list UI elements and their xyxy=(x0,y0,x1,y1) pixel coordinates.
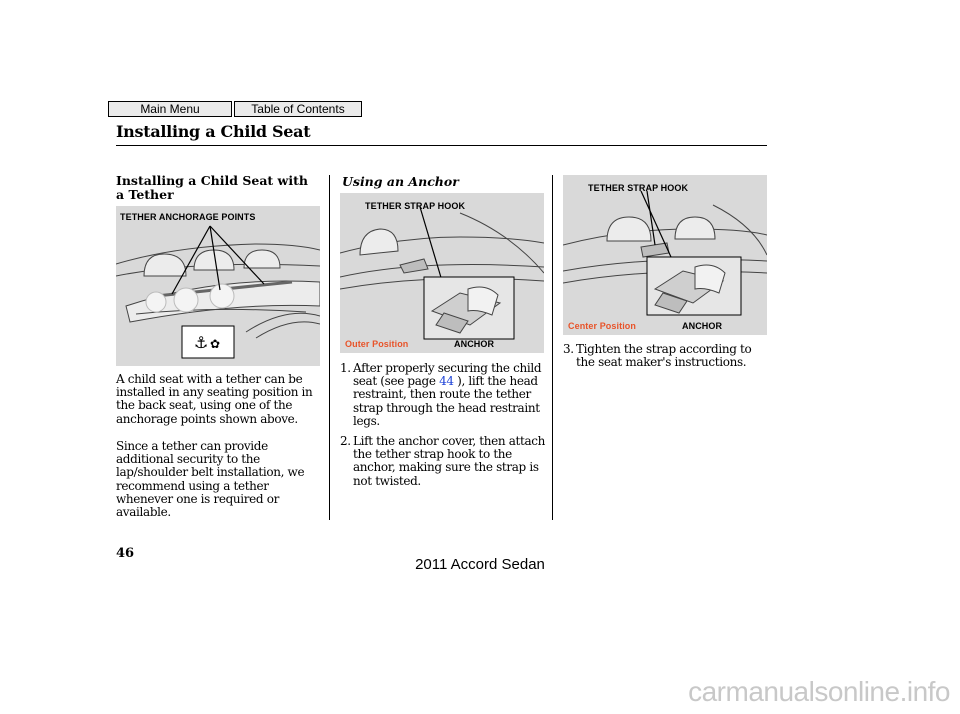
rear-seat-illustration xyxy=(116,206,320,366)
main-menu-button[interactable]: Main Menu xyxy=(108,101,232,117)
step-2-number: 2. xyxy=(340,434,351,448)
figure-label-tether-anchorage: TETHER ANCHORAGE POINTS xyxy=(120,212,256,222)
footer-site-watermark: carmanualsonline.info xyxy=(688,676,950,707)
title-divider xyxy=(116,145,767,146)
table-of-contents-button[interactable]: Table of Contents xyxy=(234,101,362,117)
figure-label-center-position: Center Position xyxy=(568,321,637,331)
paragraph-1: A child seat with a tether can be installed in any seating position in the back seat, using one of the anchorage points shown above. xyxy=(116,372,313,426)
using-anchor-heading: Using an Anchor xyxy=(342,174,459,189)
figure-label-outer-position: Outer Position xyxy=(345,339,409,349)
figure-label-tether-strap-hook-outer: TETHER STRAP HOOK xyxy=(365,201,466,211)
step-1-text-after: ), lift the head restraint, then route the tether strap through the head restraint legs. xyxy=(353,374,540,428)
page-44-link[interactable]: 44 xyxy=(439,374,454,389)
paragraph-2: Since a tether can provide additional security to the lap/shoulder belt installation, we recommend using a tether whenever one is required or available. xyxy=(116,439,305,520)
page-number: 46 xyxy=(116,546,135,561)
step-1 xyxy=(340,362,546,428)
step-1-number: 1. xyxy=(340,361,351,375)
step-3-number: 3. xyxy=(563,342,574,356)
step-3-text: Tighten the strap according to the seat maker's instructions. xyxy=(576,342,752,370)
figure-label-anchor-outer: ANCHOR xyxy=(454,339,495,349)
step-2-text: Lift the anchor cover, then attach the tether strap hook to the anchor, making sure the strap is not twisted. xyxy=(353,434,546,488)
model-watermark: 2011 Accord Sedan xyxy=(415,556,545,573)
svg-text:✿: ✿ xyxy=(210,337,221,351)
outer-position-illustration xyxy=(340,193,544,353)
outer-position-figure xyxy=(340,193,544,353)
tether-anchorage-figure xyxy=(116,206,320,366)
center-position-figure xyxy=(563,175,767,335)
step-2 xyxy=(340,435,546,488)
figure-label-tether-strap-hook-center: TETHER STRAP HOOK xyxy=(588,183,689,193)
svg-text:⚓: ⚓ xyxy=(194,333,209,352)
step-1-text-before: After properly securing the child seat (see page xyxy=(353,361,542,389)
section-heading: Installing a Child Seat with a Tether xyxy=(116,173,308,202)
page-title: Installing a Child Seat xyxy=(116,122,311,141)
column-divider-right xyxy=(552,175,553,520)
figure-label-anchor-center: ANCHOR xyxy=(682,321,723,331)
step-3 xyxy=(563,343,769,369)
column-divider-left xyxy=(329,175,330,520)
center-position-illustration xyxy=(563,175,767,335)
